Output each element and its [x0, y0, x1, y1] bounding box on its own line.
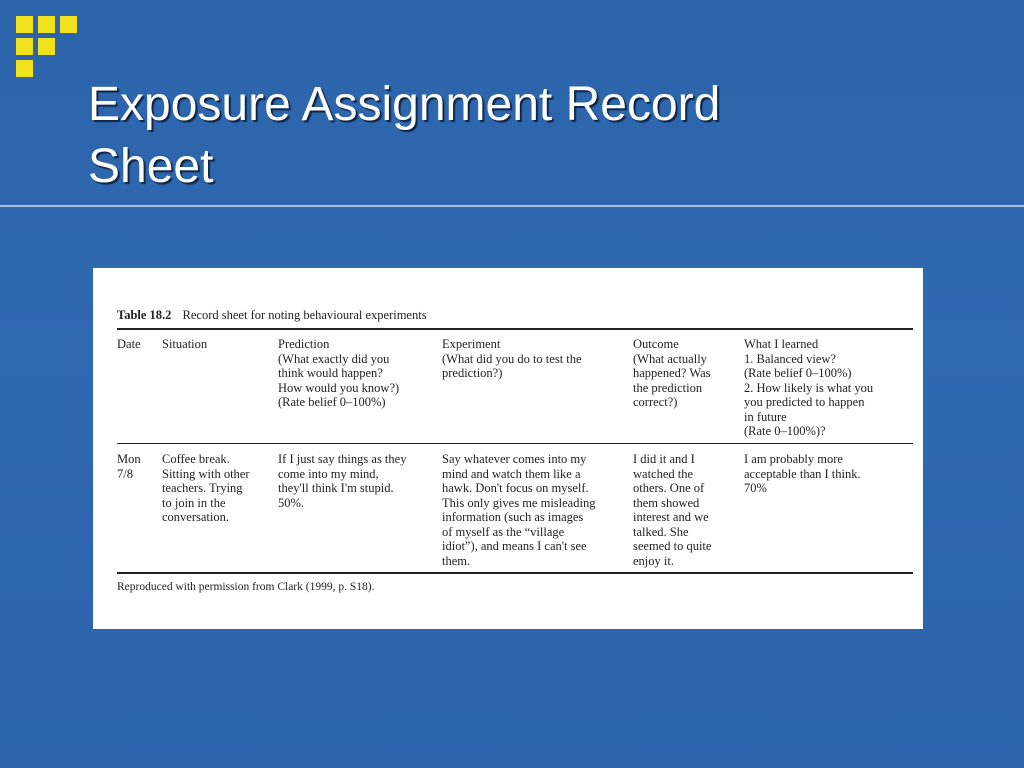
- header-rule: [117, 443, 913, 444]
- header-experiment: Experiment (What did you do to test the prediction?): [442, 337, 582, 380]
- cell-date: Mon 7/8: [117, 452, 141, 481]
- cell-prediction: If I just say things as they come into my mind, they'll think I'm stupid. 50%.: [278, 452, 407, 510]
- table-top-rule: [117, 328, 913, 330]
- header-date: Date: [117, 337, 141, 351]
- header-what-i-learned: What I learned 1. Balanced view? (Rate belief 0–100%) 2. How likely is what you you predicted to happen in future (Rate 0–100%)?: [744, 337, 874, 438]
- table-bottom-rule: [117, 572, 913, 574]
- record-sheet-table: [93, 268, 923, 629]
- table-footnote: Reproduced with permission from Clark (1999, p. S18).: [117, 581, 375, 593]
- header-prediction: Prediction (What exactly did you think would happen? How would you know?) (Rate belief 0–100%): [278, 337, 400, 409]
- table-caption-text: Record sheet for noting behavioural experiments: [182, 308, 427, 322]
- slide-title: Exposure Assignment Record Sheet: [88, 78, 721, 193]
- title-divider: [0, 205, 1024, 207]
- cell-what-i-learned: I am probably more acceptable than I think. 70%: [744, 452, 861, 495]
- header-outcome: Outcome (What actually happened? Was the prediction correct?): [633, 337, 711, 409]
- title-bullet-icon: [16, 16, 88, 88]
- table-number: Table 18.2: [117, 308, 172, 322]
- cell-experiment: Say whatever comes into my mind and watch them like a hawk. Don't focus on myself. This only gives me misleading information (such as images of myself as the “village idiot”), and means I can't see them.: [442, 452, 596, 568]
- table-caption: [117, 308, 427, 323]
- cell-outcome: I did it and I watched the others. One of them showed interest and we talked. She seemed to quite enjoy it.: [633, 452, 712, 568]
- cell-situation: Coffee break. Sitting with other teachers. Trying to join in the conversation.: [162, 452, 250, 524]
- header-situation: Situation: [162, 337, 208, 351]
